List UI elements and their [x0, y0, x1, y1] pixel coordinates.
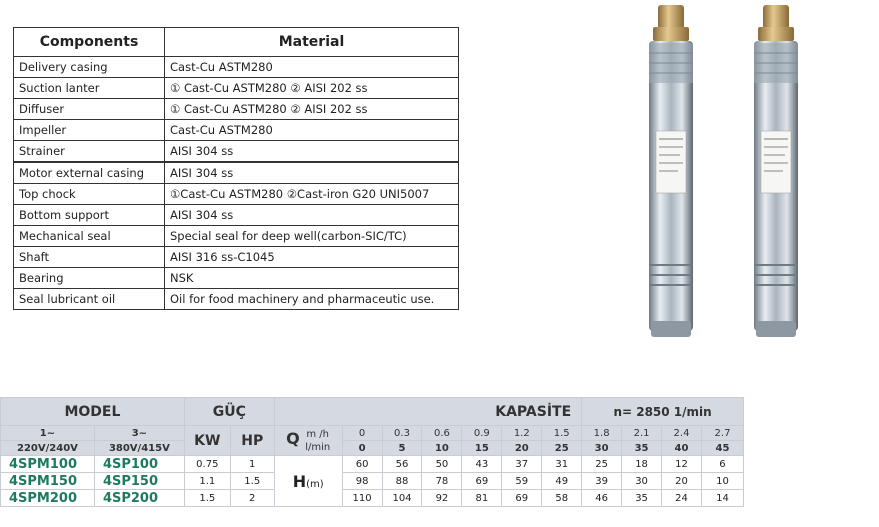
phase3-label: 3~	[94, 426, 184, 441]
kw-label: KW	[184, 426, 230, 456]
component-name: Suction lanter	[14, 78, 165, 99]
component-name: Diffuser	[14, 99, 165, 120]
phase1-voltage: 220V/240V	[1, 441, 95, 456]
component-material: ①Cast-Cu ASTM280 ②Cast-iron G20 UNI5007	[165, 184, 459, 205]
submersible-pump-image	[642, 3, 700, 341]
component-material: AISI 304 ss	[165, 162, 459, 184]
flow-value: 2.4	[662, 426, 702, 441]
components-header-row	[14, 28, 459, 57]
table-row	[14, 141, 459, 163]
head-value: 81	[462, 490, 502, 507]
flow-value: 1.2	[502, 426, 542, 441]
head-value: 12	[662, 456, 702, 473]
flow-value: 0.6	[422, 426, 462, 441]
component-material: Oil for food machinery and pharmaceutic use.	[165, 289, 459, 310]
component-name: Delivery casing	[14, 57, 165, 78]
flow-value: 0	[342, 426, 382, 441]
q-label-cell	[274, 426, 342, 456]
flow-value: 10	[422, 441, 462, 456]
component-material: ① Cast-Cu ASTM280 ② AISI 202 ss	[165, 99, 459, 120]
head-value: 59	[502, 473, 542, 490]
model-label: MODEL	[1, 398, 185, 426]
submersible-pump-image	[747, 3, 805, 341]
head-value: 31	[542, 456, 582, 473]
material-header: Material	[165, 28, 459, 57]
component-material: AISI 316 ss-C1045	[165, 247, 459, 268]
spec-header-row	[1, 398, 744, 426]
model-single-phase: 4SPM150	[1, 473, 95, 490]
flow-value: 45	[701, 441, 743, 456]
table-row	[14, 99, 459, 120]
phase3-voltage: 380V/415V	[94, 441, 184, 456]
table-row	[14, 120, 459, 141]
model-three-phase: 4SP150	[94, 473, 184, 490]
kw-value: 1.5	[184, 490, 230, 507]
head-value: 35	[622, 490, 662, 507]
head-value: 25	[582, 456, 622, 473]
flow-value: 0	[342, 441, 382, 456]
head-value: 46	[582, 490, 622, 507]
flow-value: 0.9	[462, 426, 502, 441]
q-unit-m3h: m /h	[306, 428, 330, 440]
flow-value: 2.7	[701, 426, 743, 441]
flow-m3h-row	[1, 426, 744, 441]
flow-value: 0.3	[382, 426, 422, 441]
component-material: AISI 304 ss	[165, 205, 459, 226]
head-value: 30	[622, 473, 662, 490]
flow-value: 20	[502, 441, 542, 456]
component-material: Special seal for deep well(carbon-SIC/TC)	[165, 226, 459, 247]
head-value: 60	[342, 456, 382, 473]
component-name: Strainer	[14, 141, 165, 163]
flow-value: 2.1	[622, 426, 662, 441]
table-row	[14, 289, 459, 310]
capacity-label: KAPASİTE	[274, 398, 581, 426]
head-value: 92	[422, 490, 462, 507]
speed-label: n= 2850 1/min	[582, 398, 744, 426]
kw-value: 0.75	[184, 456, 230, 473]
component-name: Impeller	[14, 120, 165, 141]
hp-label: HP	[230, 426, 274, 456]
head-value: 24	[662, 490, 702, 507]
head-value: 69	[502, 490, 542, 507]
head-value: 10	[701, 473, 743, 490]
head-value: 78	[422, 473, 462, 490]
component-name: Bottom support	[14, 205, 165, 226]
component-material: ① Cast-Cu ASTM280 ② AISI 202 ss	[165, 78, 459, 99]
table-row	[14, 247, 459, 268]
head-value: 49	[542, 473, 582, 490]
component-name: Mechanical seal	[14, 226, 165, 247]
head-value: 98	[342, 473, 382, 490]
component-material: AISI 304 ss	[165, 141, 459, 163]
model-single-phase: 4SPM200	[1, 490, 95, 507]
component-name: Motor external casing	[14, 162, 165, 184]
hp-value: 1	[230, 456, 274, 473]
power-label: GÜÇ	[184, 398, 274, 426]
flow-value: 1.5	[542, 426, 582, 441]
table-row	[1, 473, 744, 490]
head-value: 6	[701, 456, 743, 473]
model-single-phase: 4SPM100	[1, 456, 95, 473]
flow-value: 15	[462, 441, 502, 456]
head-value: 110	[342, 490, 382, 507]
component-name: Bearing	[14, 268, 165, 289]
table-row	[1, 490, 744, 507]
flow-value: 25	[542, 441, 582, 456]
head-value: 39	[582, 473, 622, 490]
table-row	[14, 184, 459, 205]
model-three-phase: 4SP200	[94, 490, 184, 507]
q-label: Q	[286, 428, 300, 448]
flow-value: 40	[662, 441, 702, 456]
flow-lmin-row	[1, 441, 744, 456]
head-value: 104	[382, 490, 422, 507]
h-unit: (m)	[306, 478, 324, 490]
model-three-phase: 4SP100	[94, 456, 184, 473]
head-value: 69	[462, 473, 502, 490]
h-label-cell	[274, 456, 342, 507]
head-value: 58	[542, 490, 582, 507]
flow-value: 1.8	[582, 426, 622, 441]
kw-value: 1.1	[184, 473, 230, 490]
specs-table	[0, 397, 744, 507]
component-name: Shaft	[14, 247, 165, 268]
flow-value: 5	[382, 441, 422, 456]
table-row	[14, 268, 459, 289]
table-row	[14, 57, 459, 78]
component-material: Cast-Cu ASTM280	[165, 120, 459, 141]
component-name: Seal lubricant oil	[14, 289, 165, 310]
head-value: 50	[422, 456, 462, 473]
flow-value: 35	[622, 441, 662, 456]
component-name: Top chock	[14, 184, 165, 205]
component-material: NSK	[165, 268, 459, 289]
head-value: 88	[382, 473, 422, 490]
table-row	[14, 78, 459, 99]
flow-value: 30	[582, 441, 622, 456]
hp-value: 2	[230, 490, 274, 507]
head-value: 43	[462, 456, 502, 473]
table-row	[14, 226, 459, 247]
q-unit-lmin: l/min	[305, 441, 331, 453]
table-row	[1, 456, 744, 473]
head-value: 14	[701, 490, 743, 507]
head-value: 56	[382, 456, 422, 473]
component-material: Cast-Cu ASTM280	[165, 57, 459, 78]
head-value: 20	[662, 473, 702, 490]
table-row	[14, 205, 459, 226]
h-label: H	[292, 471, 307, 491]
head-value: 37	[502, 456, 542, 473]
phase1-label: 1~	[1, 426, 95, 441]
components-header: Components	[14, 28, 165, 57]
hp-value: 1.5	[230, 473, 274, 490]
components-table	[13, 27, 459, 310]
table-row	[14, 162, 459, 184]
head-value: 18	[622, 456, 662, 473]
